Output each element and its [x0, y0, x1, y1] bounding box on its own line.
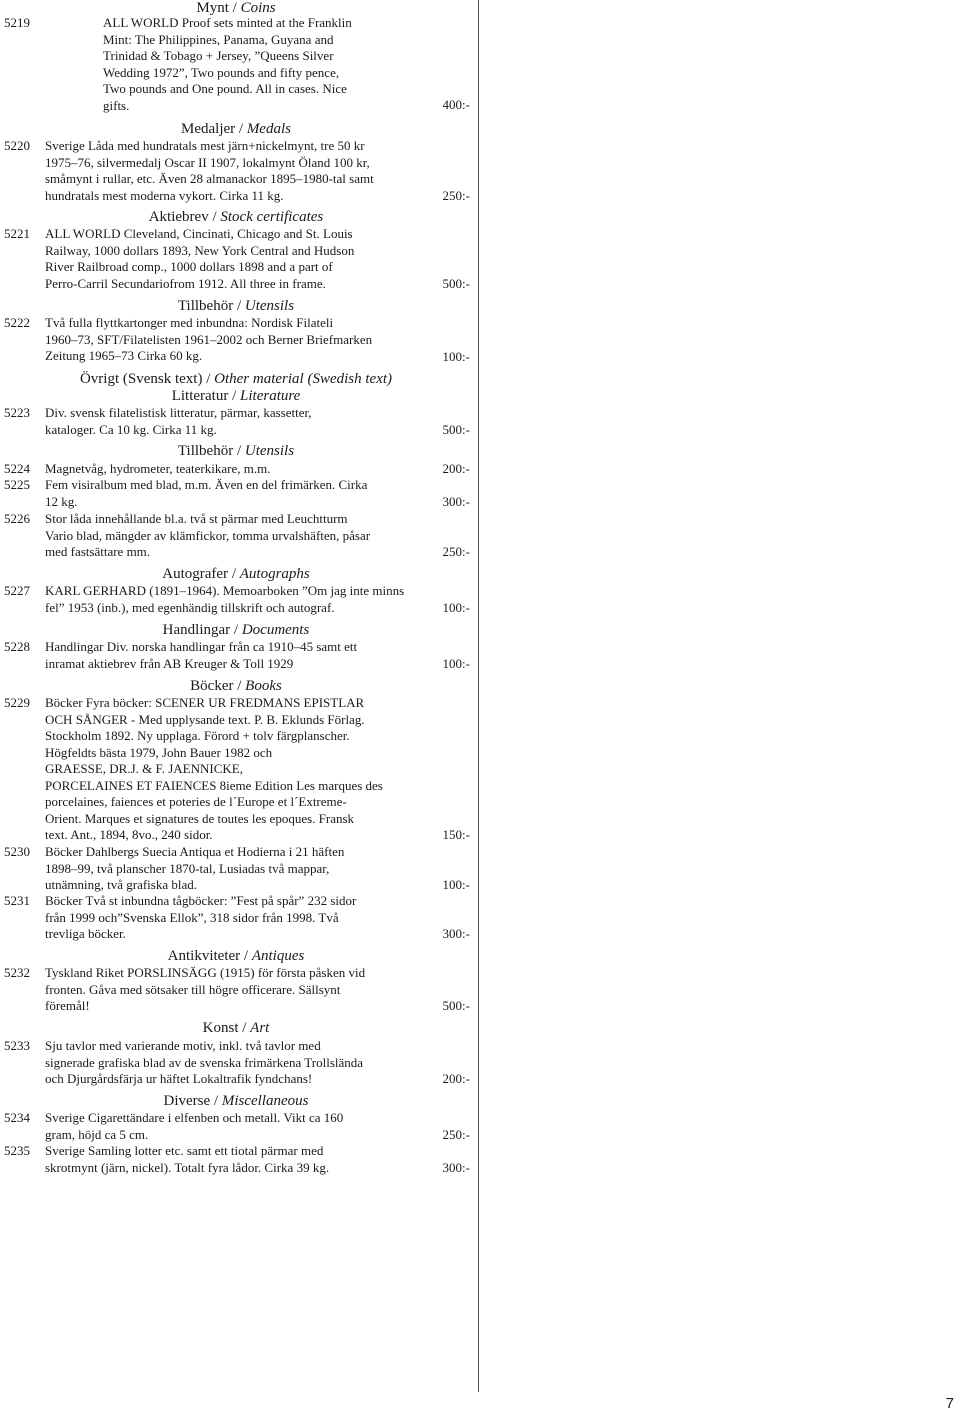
lot-number: 5223 [4, 405, 30, 420]
section-heading-utensils: Tillbehör / Utensils [177, 298, 295, 314]
section-title-sv: Böcker [190, 678, 234, 694]
lot-description: ALL WORLD Cleveland, Cincinati, Chicago and St. Louis Railway, 1000 dollars 1893, New York Central and Hudson River Railbroad comp., 1000 dollars 1898 and a part of Perro-Carril Secundariofrom 1912. All three in frame. [45, 226, 355, 291]
lot-price: 500:- [442, 276, 470, 291]
column-divider [478, 0, 479, 1392]
lot-price: 300:- [442, 494, 470, 509]
lot-price: 500:- [442, 998, 470, 1013]
lot-description: Sverige Cigarettändare i elfenben och metall. Vikt ca 160 gram, höjd ca 5 cm. [45, 1110, 344, 1142]
lot-number: 5233 [4, 1038, 30, 1053]
lot-price: 200:- [442, 461, 470, 476]
lot-number: 5235 [4, 1143, 30, 1158]
lot-description: Handlingar Div. norska handlingar från ca 1910–45 samt ett inramat aktiebrev från AB Kreuger & Toll 1929 [45, 639, 358, 671]
lot-number: 5224 [4, 461, 30, 476]
lot-price: 100:- [442, 656, 470, 671]
section-title-en: Stock certificates [220, 209, 324, 225]
section-heading-books: Böcker / Books [190, 678, 282, 694]
section-heading-medals: Medaljer / Medals [181, 121, 291, 137]
lot-description: Fem visiralbum med blad, m.m. Även en del frimärken. Cirka 12 kg. [45, 477, 368, 509]
section-title-sv: Handlingar [162, 622, 231, 638]
lot-price: 250:- [442, 1127, 470, 1142]
section-title-en: Books [245, 678, 282, 694]
section-title-en: Utensils [244, 298, 295, 314]
lot-price: 100:- [442, 349, 470, 364]
section-title-sv: Tillbehör [177, 298, 234, 314]
section-heading-documents: Handlingar / Documents [162, 622, 310, 638]
lot-number: 5226 [4, 511, 30, 526]
lot-number: 5234 [4, 1110, 30, 1125]
lot-number: 5225 [4, 477, 30, 492]
section-title-en: Coins [240, 0, 276, 16]
lot-number: 5228 [4, 639, 30, 654]
catalog-column [0, 0, 472, 1416]
section-title-sv: Litteratur [171, 388, 229, 404]
section-title-en: Medals [246, 121, 291, 137]
lot-number: 5231 [4, 893, 30, 908]
lot-price: 300:- [442, 926, 470, 941]
section-title-en: Miscellaneous [221, 1093, 309, 1109]
lot-description: Två fulla flyttkartonger med inbundna: Nordisk Filateli 1960–73, SFT/Filatelisten 1961–2002 och Berner Briefmarken Zeitung 1965–73 Cirka 60 kg. [45, 315, 373, 363]
section-heading-miscellaneous: Diverse / Miscellaneous [163, 1093, 309, 1109]
lot-number: 5232 [4, 965, 30, 980]
section-heading-autographs: Autografer / Autographs [162, 566, 310, 582]
lot-price: 100:- [442, 600, 470, 615]
lot-description: Böcker Dahlbergs Suecia Antiqua et Hodierna i 21 häften 1898–99, två planscher 1870-tal, Lusiadas två mappar, utnämning, två grafiska blad. [45, 844, 345, 892]
lot-description: Magnetvåg, hydrometer, teaterkikare, m.m. [45, 461, 271, 476]
lot-number: 5227 [4, 583, 30, 598]
section-title-sv: Autografer [162, 566, 229, 582]
lot-number: 5219 [4, 15, 30, 30]
lot-price: 500:- [442, 422, 470, 437]
lot-description: Sverige Låda med hundratals mest järn+nickelmynt, tre 50 kr 1975–76, silvermedalj Oscar II 1907, lokalmynt Öland 100 kr, småmynt i rullar, etc. Även 28 almanackor 1895–1980-tal samt hundratals mest moderna vykort. Cirka 11 kg. [45, 138, 374, 203]
section-heading-stock-certificates: Aktiebrev / Stock certificates [148, 209, 324, 225]
lot-price: 300:- [442, 1160, 470, 1175]
lot-description: KARL GERHARD (1891–1964). Memoarboken ”Om jag inte minns fel” 1953 (inb.), med egenhändig tillskrift och autograf. [45, 583, 405, 615]
section-title-sv: Antikviteter [167, 948, 241, 964]
page-number: 7 [945, 1395, 954, 1412]
lot-description: Böcker Fyra böcker: SCENER UR FREDMANS EPISTLAR OCH SÅNGER - Med upplysande text. P. B. Eklunds Förlag. Stockholm 1892. Ny upplaga. Förord + tolv färgplanscher. Högfeldts bästa 1979, John Bauer 1982 och GRAESSE, DR.J. & F. JAENNICKE, PORCELAINES ET FAIENCES 8ieme Edition Les marques des porcelaines, faiences et poteries de l´Europe et l´Extreme- Orient. Marques et signatures de toutes les epoques. Fransk text. Ant., 1894, 8vo., 240 sidor. [45, 695, 383, 842]
section-title-en: Art [250, 1020, 270, 1036]
lot-price: 250:- [442, 544, 470, 559]
section-title-en: Documents [241, 622, 310, 638]
lot-description: ALL WORLD Proof sets minted at the Franklin Mint: The Philippines, Panama, Guyana and Trinidad & Tobago + Jersey, ”Queens Silver Wedding 1972”, Two pounds and fifty pence, Two pounds and One pound. All in cases. Nice gifts. [103, 15, 352, 113]
lot-number: 5220 [4, 138, 30, 153]
lot-number: 5221 [4, 226, 30, 241]
lot-price: 100:- [442, 877, 470, 892]
section-title-sv: Mynt [196, 0, 229, 16]
lot-price: 150:- [442, 827, 470, 842]
lot-description: Stor låda innehållande bl.a. två st pärmar med Leuchtturm Vario blad, mängder av klämfickor, tomma urvalshäften, påsar med fastsättare mm. [45, 511, 371, 559]
section-title-en: Literature [240, 388, 301, 404]
section-title-sv: Övrigt (Svensk text) [79, 371, 203, 387]
section-heading-art: Konst / Art [202, 1020, 270, 1036]
lot-number: 5230 [4, 844, 30, 859]
lot-number: 5229 [4, 695, 30, 710]
section-title-en: Other material (Swedish text) [214, 371, 393, 387]
section-heading-coins: Mynt / Coins [196, 0, 276, 16]
lot-description: Sverige Samling lotter etc. samt ett tiotal pärmar med skrotmynt (järn, nickel). Totalt fyra lådor. Cirka 39 kg. [45, 1143, 330, 1175]
section-heading-utensils: Tillbehör / Utensils [177, 443, 295, 459]
section-title-sv: Diverse [163, 1093, 211, 1109]
lot-number: 5222 [4, 315, 30, 330]
section-title-en: Utensils [244, 443, 295, 459]
lot-description: Böcker Två st inbundna tågböcker: ”Fest på spår” 232 sidor från 1999 och”Svenska Ellok”, 318 sidor från 1998. Två trevliga böcker. [45, 893, 357, 941]
lot-price: 200:- [442, 1071, 470, 1086]
section-title-sv: Konst [202, 1020, 239, 1036]
section-title-en: Antiques [251, 948, 305, 964]
section-heading-literature: Litteratur / Literature [171, 388, 301, 404]
section-title-sv: Medaljer [181, 121, 236, 137]
section-title-sv: Aktiebrev [148, 209, 209, 225]
section-heading-antiques: Antikviteter / Antiques [167, 948, 305, 964]
lot-description: Sju tavlor med varierande motiv, inkl. två tavlor med signerade grafiska blad av de svenska frimärkena Trollslända och Djurgårdsfärja ur häftet Lokaltrafik fyndchans! [45, 1038, 364, 1086]
lot-description: Tyskland Riket PORSLINSÄGG (1915) för första påsken vid fronten. Gåva med sötsaker till högre officerare. Sällsynt föremål! [45, 965, 366, 1013]
lot-price: 250:- [442, 188, 470, 203]
lot-description: Div. svensk filatelistisk litteratur, pärmar, kassetter, kataloger. Ca 10 kg. Cirka 11 kg. [45, 405, 312, 437]
section-title-en: Autographs [239, 566, 310, 582]
section-title-sv: Tillbehör [177, 443, 234, 459]
section-heading-other-material: Övrigt (Svensk text) / Other material (Swedish text) [79, 371, 393, 387]
lot-price: 400:- [442, 97, 470, 112]
